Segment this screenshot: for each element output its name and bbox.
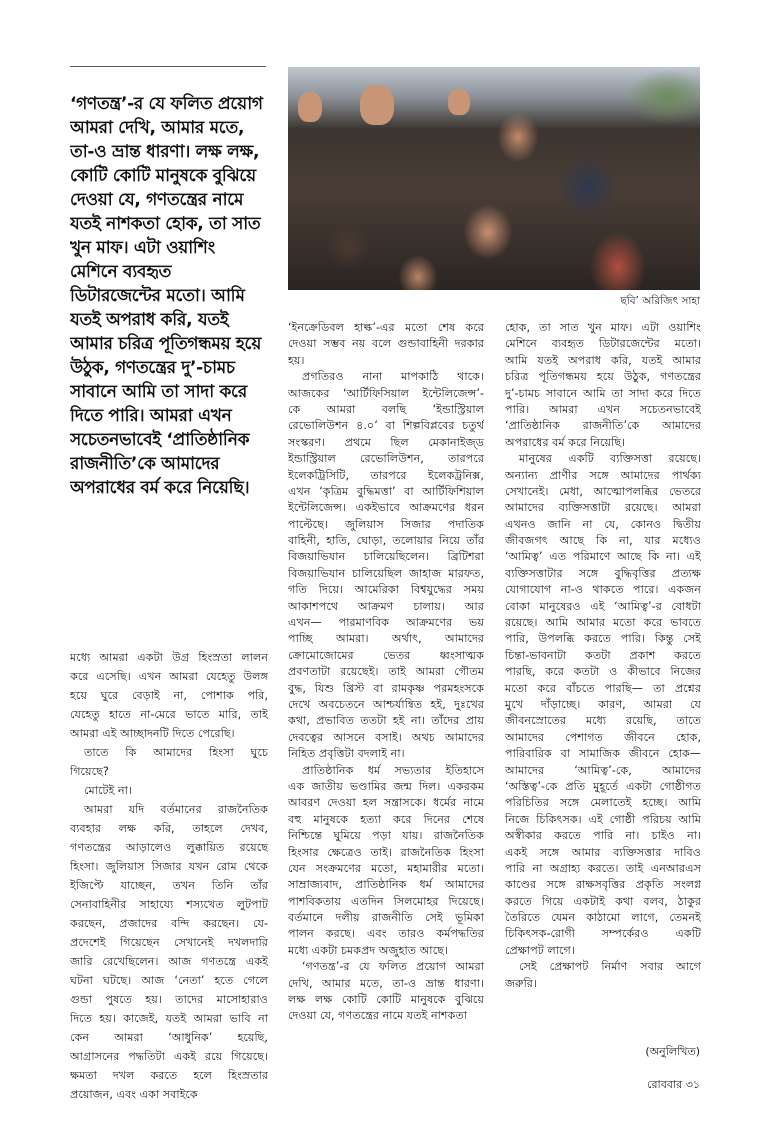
- text-line: তৈরিতে যেমন কাঠামো লাগে, তেমনই: [505, 911, 701, 925]
- text-line: জীবজগৎ আছে কি না, যার মধ্যেও: [505, 534, 701, 548]
- text-line: নিশ্চিন্তে ঘুমিয়ে পড়া যায়। রাজনৈতিক: [288, 829, 484, 843]
- text-line: দেবত্বের আসনে বসাই। অথচ আমাদের: [288, 730, 484, 744]
- text-line: সেনাবাহিনীর সাহায্যে শস্যখেত লুটপাট: [70, 898, 268, 911]
- paragraph: [288, 320, 484, 369]
- text-line: মতো করে বাঁচতে পারছি— তা প্রশ্নের: [505, 681, 701, 695]
- text-line: প্রবণতাটা রয়েছেই। তাই আমরা গৌতম: [288, 665, 484, 679]
- page-folio: রোববার ৩১: [647, 1078, 700, 1091]
- paragraph: [288, 763, 484, 960]
- text-line: হিংসা। জুলিয়াস সিজার যখন রোম থেকে: [70, 860, 268, 873]
- text-line: গতি দিয়ে। আমেরিকা বিশ্বযুদ্ধের সময়: [288, 583, 484, 597]
- text-line: জারি রেখেছিলেন। আজ গণতন্ত্রে একই: [70, 955, 268, 968]
- pull-quote-line: তা-ও ভ্রান্ত ধারণা। লক্ষ লক্ষ,: [70, 142, 260, 162]
- pull-quote-line: দেওয়া যে, গণতন্ত্রের নামে: [70, 190, 244, 210]
- text-line: ‘গণতন্ত্র’-র যে ফলিত প্রয়োগ আমরা: [302, 960, 484, 974]
- text-line: যেন সংক্রমণের মতো, মহামারীর মতো।: [288, 861, 484, 875]
- top-rule: [70, 66, 266, 67]
- raised-fist: [298, 92, 322, 122]
- text-line: সেখানেই। মেধা, আত্মোপলব্ধির ভেতরে: [505, 484, 701, 498]
- text-line: বাহিনী, হাতি, ঘোড়া, তলোয়ার নিয়ে তাঁর: [288, 534, 484, 548]
- paragraph: [505, 320, 701, 451]
- text-line: মধ্যে একটা চমকপ্রদ অজুহাত আছে।: [288, 943, 448, 957]
- text-line: হোক, তা সাত খুন মাফ। এটা ওয়াশিং: [505, 321, 701, 334]
- text-line: করতে গিয়ে একটাই কথা বলব, ঠাকুর: [505, 894, 701, 908]
- pull-quote-line: দিতে পারি। আমরা এখন: [70, 406, 232, 426]
- text-line: ‘প্রাতিষ্ঠানিক রাজনীতি’কে আমাদের: [505, 419, 701, 433]
- pull-quote-line: মেশিনে ব্যবহৃত: [70, 262, 172, 282]
- text-line: দু’-চামচ সাবানে আমি তা সাদা করে দিতে: [505, 386, 701, 400]
- raised-fist: [360, 85, 394, 125]
- pull-quote-line: উঠুক, গণতন্ত্রের দু’-চামচ: [70, 358, 235, 378]
- text-line: একই সঙ্গে আমার ব্যক্তিসত্তার দাবিও: [505, 845, 701, 859]
- text-line: বোকা মানুষেরও এই ‘আমিত্ব’-র বোধটা: [505, 599, 701, 613]
- text-line: পারি না অগ্রাহ্য করতে। তাই এনআরএস: [505, 861, 701, 875]
- text-line: পারছি, করে কতটা ও কীভাবে নিজের: [505, 665, 701, 679]
- text-line: ব্যবহার লক্ষ করি, তাহলে দেখব,: [70, 822, 268, 835]
- paragraph: [288, 369, 484, 762]
- pull-quote-line: রাজনীতি’কে আমাদের: [70, 454, 220, 474]
- pull-quote-line: অপরাধের বর্ম করে নিয়েছি।: [70, 478, 250, 498]
- text-line: ক্রোমোজোমের ভেতর ধ্বংসাত্মক: [288, 648, 484, 662]
- text-line: ইজিপ্টে যাচ্ছেন, তখন তিনি তাঁর: [70, 879, 268, 892]
- text-line: ‘আমিত্ব’ এত পরিমাণে আছে কি না। এই: [505, 550, 701, 564]
- text-line: এখনও জানি না যে, কোনও দ্বিতীয়: [505, 517, 701, 531]
- pull-quote-line: যতই নাশকতা হোক, তা সাত: [70, 214, 261, 234]
- text-line: আমরা যদি বর্তমানের রাজনৈতিক: [84, 803, 268, 816]
- text-line: আজকের ‘আর্টিফিসিয়াল ইন্টেলিজেন্স’-: [288, 386, 484, 400]
- text-line: গণতন্ত্রের আড়ালেও লুক্কায়িত রয়েছে: [70, 841, 268, 854]
- text-line: আগ্রাসনের পদ্ধতিটা একই রয়ে গিয়েছে।: [70, 1050, 268, 1063]
- paragraph: [505, 451, 701, 959]
- text-line: এখন— পারমাণবিক আক্রমণের ভয়: [288, 616, 484, 630]
- pull-quote-line: সচেতনভাবেই ‘প্রাতিষ্ঠানিক: [70, 430, 250, 450]
- text-line: বুদ্ধ, যিশু খ্রিস্ট বা রামকৃষ্ণ পরমহংসকে: [288, 681, 484, 695]
- text-line: কাণ্ডের সঙ্গে রাক্ষসবৃত্তির প্রকৃতি সংলগ্ন: [505, 878, 701, 892]
- text-line: নিজে চিকিৎসক। এই গোষ্ঠী পরিচয় আমি: [505, 812, 701, 826]
- text-line: সাম্রাজ্যবাদ, প্রাতিষ্ঠানিক ধর্ম আমাদের: [288, 878, 484, 892]
- text-line: মানুষের একটি ব্যক্তিসত্তা রয়েছে।: [519, 452, 701, 466]
- text-line: আমি যতই অপরাধ করি, যতই আমার: [505, 353, 701, 367]
- pull-quote-line: ডিটারজেন্টের মতো। আমি: [70, 286, 245, 306]
- text-line: চরিত্র পূতিগন্ধময় হয়ে উঠুক, গণতন্ত্রের: [505, 370, 701, 384]
- text-line: মধ্যে আমরা একটা উগ্র হিংস্রতা লালন: [70, 651, 268, 664]
- text-line: কে আমরা বলছি ‘ইন্ডাস্ট্রিয়াল: [288, 402, 484, 416]
- text-line: পাল্টেছে। জুলিয়াস সিজার পদাতিক: [288, 517, 484, 531]
- paragraph: [70, 648, 268, 743]
- pull-quote-line: সাবানে আমি তা সাদা করে: [70, 382, 247, 402]
- text-line: আমাদের ‘আমিত্ব’-কে, আমাদের: [505, 763, 701, 777]
- text-line: দেওয়া যে, গণতন্ত্রের নামে যতই নাশকতা: [288, 1009, 468, 1023]
- paragraph: [505, 959, 701, 992]
- text-line: প্রয়োজন, এবং একা সবাইকে: [70, 1088, 198, 1101]
- text-line: আকাশপথে আক্রমণ চালায়। আর: [288, 599, 484, 613]
- pull-quote-line: খুন মাফ। এটা ওয়াশিং: [70, 238, 215, 258]
- text-line: লক্ষ লক্ষ কোটি কোটি মানুষকে বুঝিয়ে: [288, 993, 484, 1007]
- text-line: পাচ্ছি আমরা। অর্থাৎ, আমাদের: [288, 632, 484, 646]
- text-line: কেন আমরা ‘আধুনিক’ হয়েছি,: [70, 1031, 268, 1044]
- signoff: (অনুলিখিত): [645, 1045, 700, 1058]
- pull-quote-line: কোটি কোটি মানুষকে বুঝিয়ে: [70, 166, 256, 186]
- text-line: করছেন, প্রজাদের বন্দি করছেন। যে-: [70, 917, 268, 930]
- text-line: পারিবারিক বা সামাজিক জীবনে হোক—: [505, 747, 701, 761]
- text-line: ‘অস্তিত্ব’-কে প্রতি মুহূর্তে একটা গোষ্ঠীগত: [505, 779, 701, 793]
- text-line: ইলেকট্রিসিটি, তারপরে ইলেকট্রনিক্স,: [288, 468, 484, 482]
- text-line: পাশবিকতায় এতদিন সিলমোহর দিয়েছে।: [288, 894, 484, 908]
- text-line: ক্ষমতা দখল করতে হলে হিংস্রতার: [70, 1069, 268, 1082]
- text-line: দেওয়া সম্ভব নয় বলে গুন্ডাবাহিনী দরকার: [288, 337, 484, 351]
- text-line: এখন ‘কৃত্রিম বুদ্ধিমত্তা’ বা আর্টিফিশিয়াল: [288, 484, 484, 498]
- text-line: ব্যক্তিসত্তাটার সঙ্গে বুদ্ধিবৃত্তির প্রত্যক্ষ: [505, 566, 701, 580]
- paragraph: [70, 743, 268, 781]
- text-line: প্রাতিষ্ঠানিক ধর্ম সভ্যতার ইতিহাসে: [302, 763, 484, 777]
- text-line: আবরণ দেওয়া হল সন্ত্রাসকে। ধর্মের নামে: [288, 796, 484, 810]
- text-line: হয়।: [288, 353, 305, 367]
- protest-crowd-photo: [288, 67, 700, 290]
- pull-quote-line: আমরা দেখি, আমার মতে,: [70, 118, 245, 138]
- text-line: হিংসার ক্ষেত্রেও তাই। রাজনৈতিক হিংসা: [288, 845, 484, 859]
- text-line: জীবনস্রোতের মধ্যে রয়েছি, তাতে: [505, 714, 701, 728]
- raised-fist: [448, 89, 470, 115]
- paragraph: [70, 781, 268, 800]
- text-line: রেভোলিউশন ৪.০’ বা শিল্পবিপ্লবের চতুর্থ: [288, 419, 484, 433]
- text-line: ‘ইনক্রেডিবল হাল্ক’-এর মতো শেষ করে: [288, 321, 484, 334]
- text-line: অস্বীকার করতে পারি না। চাইও না।: [505, 829, 701, 843]
- text-line: চিকিৎসক-রোগী সম্পর্কেরও একটি: [505, 927, 701, 941]
- text-line: করে এসেছি। এখন আমরা যেহেতু উলঙ্গ: [70, 670, 268, 683]
- text-line: হয়ে ঘুরে বেড়াই না, পোশাক পরি,: [70, 689, 268, 702]
- text-line: তাতে কি আমাদের হিংসা ঘুচে: [84, 746, 268, 759]
- text-line: যেহেতু হাতে না-মেরে ভাতে মারি, তাই: [70, 708, 268, 721]
- text-line: রয়েছে। আমি আমার মতো করে ভাবতে: [505, 616, 701, 630]
- text-line: নিহিত প্রবৃত্তিটা বদলাই না।: [288, 747, 405, 761]
- text-line: গুন্ডা পুষতে হয়। তাদের মাসোহারাও: [70, 993, 268, 1006]
- text-line: ঘটনা ঘটছে। আজ ‘নেতা’ হতে গেলে: [70, 974, 268, 987]
- text-line: অন্যান্য প্রাণীর সঙ্গে আমাদের পার্থক্য: [505, 468, 701, 482]
- text-line: সংস্করণ। প্রথমে ছিল মেকানাইজ্‌ড: [288, 435, 484, 449]
- text-line: প্রগতিরও নানা মাপকাঠি থাকে।: [302, 370, 484, 384]
- text-line: পারি, উপলব্ধি করতে পারি। কিন্তু সেই: [505, 632, 701, 646]
- photo-credit: ছবি’ অরিজিৎ সাহা: [620, 295, 700, 307]
- pull-quote: [70, 92, 270, 500]
- text-line: গিয়েছে?: [70, 765, 109, 778]
- text-line: পরিচিতির সঙ্গে মেলাতেই হচ্ছে। আমি: [505, 796, 701, 810]
- text-line: যোগাযোগ না-ও থাকতে পারে। একজন: [505, 583, 701, 597]
- text-line: দেখে অবচেতনে আশ্চর্যান্বিত হই, দুঃখের: [288, 697, 484, 711]
- article-column-left: [70, 648, 268, 1101]
- text-line: আমাদের ব্যক্তিসত্তাটা রয়েছে। আমরা: [505, 501, 701, 515]
- article-column-middle: [288, 320, 484, 1025]
- pull-quote-line: আমার চরিত্র পূতিগন্ধময় হয়ে: [70, 334, 262, 354]
- paragraph: [70, 800, 268, 1104]
- text-line: চিন্তা-ভাবনাটা কতটা প্রকাশ করতে: [505, 648, 701, 662]
- text-line: মোটেই না।: [84, 784, 132, 797]
- text-line: কথা, প্রভাবিত ততটা হই না। তাঁদের প্রায়: [288, 714, 484, 728]
- text-line: বর্তমানে দলীয় রাজনীতি সেই ভূমিকা: [288, 911, 484, 925]
- text-line: ইন্টেলিজেন্স। একইভাবে আক্রমণের ধরন: [288, 501, 484, 515]
- pull-quote-line: ‘গণতন্ত্র’-র যে ফলিত প্রয়োগ: [70, 94, 263, 114]
- text-line: এক জাতীয় ভণ্ডামির জন্ম দিল। একরকম: [288, 779, 484, 793]
- text-line: আমাদের পেশাগত জীবনে হোক,: [505, 730, 701, 744]
- text-line: মেশিনে ব্যবহৃত ডিটারজেন্টের মতো।: [505, 337, 701, 351]
- text-line: সেই প্রেক্ষাপট নির্মাণ সবার আগে: [519, 960, 701, 974]
- text-line: পারি। আমরা এখন সচেতনভাবেই: [505, 402, 701, 416]
- pull-quote-line: যতই অপরাধ করি, যতই: [70, 310, 229, 330]
- text-line: মুখে দাঁড়াচ্ছে। কারণ, আমরা যে: [505, 697, 701, 711]
- text-line: ইন্ডাস্ট্রিয়াল রেভোলিউশন, তারপরে: [288, 452, 484, 466]
- text-line: বহু মানুষকে হত্যা করে দিনের শেষে: [288, 812, 484, 826]
- text-line: দিতে হয়। কাজেই, যতই আমরা ভাবি না: [70, 1012, 268, 1025]
- text-line: পালন করছে। এবং তারও কর্মপদ্ধতির: [288, 927, 484, 941]
- text-line: আমরা এই আচ্ছাদনটি দিতে পেরেছি।: [70, 727, 235, 740]
- text-line: প্রেক্ষাপট লাগে।: [505, 943, 575, 957]
- text-line: দেখি, আমার মতে, তা-ও ভ্রান্ত ধারণা।: [288, 976, 484, 990]
- paragraph: [288, 959, 484, 1025]
- text-line: অপরাধের বর্ম করে নিয়েছি।: [505, 435, 626, 449]
- article-column-right: [505, 320, 701, 992]
- text-line: বিজয়াভিযান চালিয়েছিলেন। ব্রিটিশরা: [288, 550, 484, 564]
- text-line: জরুরি।: [505, 976, 537, 990]
- text-line: প্রদেশেই গিয়েছেন সেখানেই দখলদারি: [70, 936, 268, 949]
- text-line: বিজয়াভিযান চালিয়েছিল জাহাজ মারফত,: [288, 566, 484, 580]
